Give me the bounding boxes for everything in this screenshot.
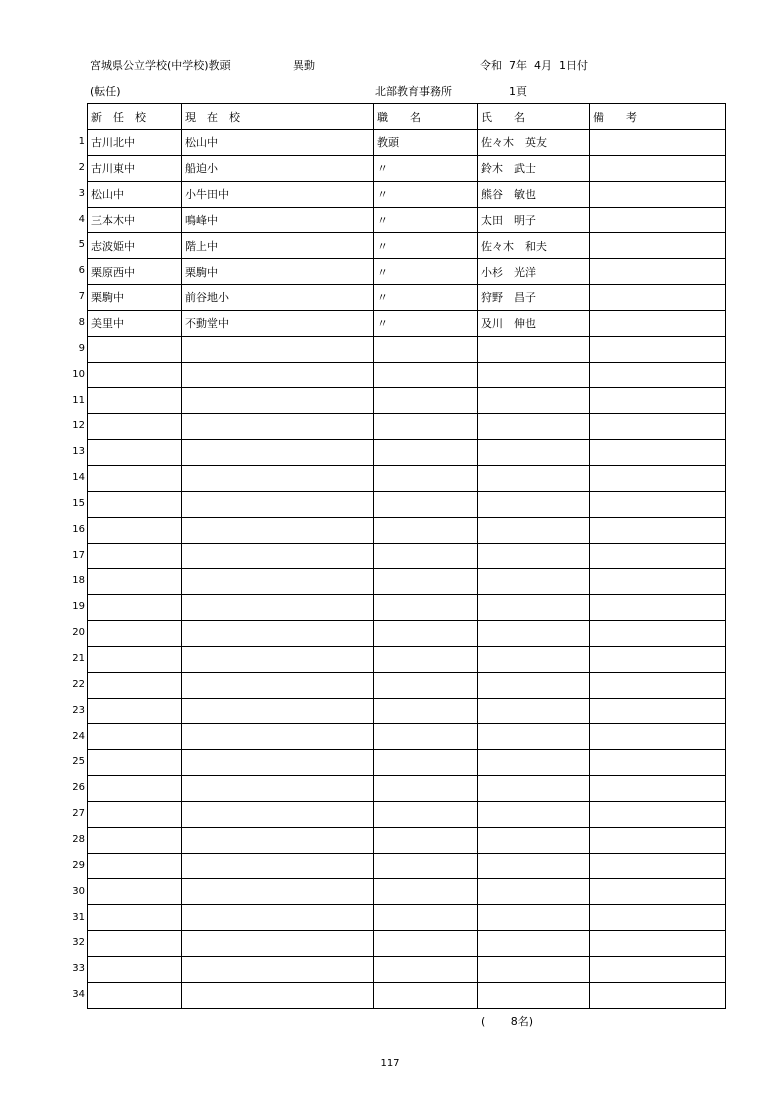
row-number: 1 (78, 136, 85, 147)
cell-position: 〃 (374, 155, 478, 181)
cell-new-school: 栗原西中 (88, 259, 182, 285)
table-row (88, 646, 726, 672)
education-office: 北部教育事務所 (375, 85, 452, 98)
cell-position (374, 750, 478, 776)
table-row (88, 517, 726, 543)
cell-position (374, 362, 478, 388)
table-row (88, 569, 726, 595)
cell-current-school (182, 517, 374, 543)
cell-remarks (590, 982, 726, 1008)
cell-current-school (182, 465, 374, 491)
cell-position (374, 853, 478, 879)
row-number: 11 (72, 394, 85, 406)
cell-position (374, 982, 478, 1008)
cell-new-school (88, 879, 182, 905)
table-row (88, 724, 726, 750)
cell-new-school (88, 621, 182, 647)
cell-position: 〃 (374, 207, 478, 233)
cell-position (374, 414, 478, 440)
row-number: 33 (72, 963, 85, 975)
cell-new-school: 美里中 (88, 310, 182, 336)
column-header-new-school: 新 任 校 (88, 104, 182, 130)
cell-remarks (590, 259, 726, 285)
table-row (88, 957, 726, 983)
table-row (88, 362, 726, 388)
cell-position (374, 517, 478, 543)
row-number: 32 (72, 937, 85, 949)
row-number: 25 (72, 756, 85, 768)
cell-position (374, 491, 478, 517)
cell-name (478, 724, 590, 750)
cell-new-school: 古川東中 (88, 155, 182, 181)
cell-remarks (590, 595, 726, 621)
cell-remarks (590, 879, 726, 905)
cell-remarks (590, 155, 726, 181)
cell-current-school: 階上中 (182, 233, 374, 259)
cell-remarks (590, 181, 726, 207)
cell-remarks (590, 957, 726, 983)
cell-position (374, 646, 478, 672)
cell-name (478, 931, 590, 957)
cell-new-school (88, 414, 182, 440)
cell-remarks (590, 569, 726, 595)
cell-name: 太田 明子 (478, 207, 590, 233)
cell-new-school (88, 440, 182, 466)
cell-name (478, 517, 590, 543)
cell-remarks (590, 362, 726, 388)
cell-position (374, 801, 478, 827)
cell-current-school (182, 362, 374, 388)
cell-new-school (88, 905, 182, 931)
column-header-remarks: 備 考 (590, 104, 726, 130)
cell-current-school: 松山中 (182, 130, 374, 156)
table-row (88, 414, 726, 440)
cell-name: 小杉 光洋 (478, 259, 590, 285)
cell-current-school (182, 388, 374, 414)
row-number: 24 (72, 730, 85, 742)
cell-remarks (590, 905, 726, 931)
table-row (88, 750, 726, 776)
row-number: 8 (78, 316, 85, 328)
column-header-name: 氏 名 (478, 104, 590, 130)
row-number: 5 (78, 239, 85, 251)
cell-name (478, 336, 590, 362)
cell-position (374, 827, 478, 853)
cell-remarks (590, 233, 726, 259)
cell-name (478, 491, 590, 517)
cell-current-school (182, 827, 374, 853)
cell-new-school (88, 931, 182, 957)
cell-new-school: 三本木中 (88, 207, 182, 233)
cell-position (374, 957, 478, 983)
row-number: 18 (72, 575, 85, 587)
table-row (88, 698, 726, 724)
table-row (88, 491, 726, 517)
cell-current-school: 不動堂中 (182, 310, 374, 336)
cell-current-school (182, 750, 374, 776)
effective-date: 令和 7年 4月 1日付 (480, 59, 588, 72)
row-number: 28 (72, 833, 85, 845)
personnel-table (87, 103, 726, 1009)
cell-current-school: 船迫小 (182, 155, 374, 181)
row-number: 20 (72, 627, 85, 639)
cell-name: 佐々木 英友 (478, 130, 590, 156)
cell-new-school (88, 595, 182, 621)
cell-new-school (88, 646, 182, 672)
document-type: 異動 (293, 59, 315, 72)
cell-name (478, 776, 590, 802)
table-row (88, 181, 726, 207)
table-row (88, 672, 726, 698)
cell-position (374, 776, 478, 802)
cell-current-school (182, 414, 374, 440)
cell-name (478, 827, 590, 853)
cell-current-school (182, 621, 374, 647)
cell-current-school (182, 595, 374, 621)
cell-name (478, 388, 590, 414)
cell-remarks (590, 750, 726, 776)
cell-new-school (88, 465, 182, 491)
cell-remarks (590, 827, 726, 853)
cell-position (374, 905, 478, 931)
cell-current-school: 栗駒中 (182, 259, 374, 285)
row-number: 10 (72, 368, 85, 380)
cell-name (478, 440, 590, 466)
page-number: 117 (380, 1058, 400, 1069)
cell-current-school (182, 724, 374, 750)
table-row (88, 905, 726, 931)
cell-new-school (88, 543, 182, 569)
cell-name (478, 621, 590, 647)
cell-remarks (590, 285, 726, 311)
table-row (88, 285, 726, 311)
cell-current-school (182, 776, 374, 802)
cell-new-school (88, 362, 182, 388)
cell-remarks (590, 698, 726, 724)
cell-remarks (590, 853, 726, 879)
cell-current-school (182, 879, 374, 905)
cell-remarks (590, 931, 726, 957)
row-number: 9 (78, 342, 85, 354)
cell-remarks (590, 130, 726, 156)
table-row (88, 543, 726, 569)
row-number: 4 (78, 213, 85, 225)
row-number: 14 (72, 472, 85, 484)
cell-position: 〃 (374, 181, 478, 207)
row-number: 30 (72, 885, 85, 897)
row-number: 23 (72, 704, 85, 716)
cell-new-school (88, 750, 182, 776)
cell-position (374, 931, 478, 957)
cell-position (374, 388, 478, 414)
table-row (88, 801, 726, 827)
cell-remarks (590, 207, 726, 233)
cell-position: 教頭 (374, 130, 478, 156)
page-label: 1頁 (509, 85, 527, 98)
row-number: 27 (72, 808, 85, 820)
table-header-row (88, 104, 726, 130)
column-header-position: 職 名 (374, 104, 478, 130)
cell-name: 及川 伸也 (478, 310, 590, 336)
table-row (88, 595, 726, 621)
cell-name (478, 853, 590, 879)
cell-position (374, 543, 478, 569)
cell-position (374, 569, 478, 595)
cell-name: 鈴木 武士 (478, 155, 590, 181)
cell-remarks (590, 517, 726, 543)
cell-current-school (182, 905, 374, 931)
cell-name (478, 569, 590, 595)
table-row (88, 233, 726, 259)
cell-current-school (182, 646, 374, 672)
table-row (88, 440, 726, 466)
cell-remarks (590, 336, 726, 362)
cell-current-school: 鳴峰中 (182, 207, 374, 233)
table-row (88, 336, 726, 362)
cell-current-school (182, 336, 374, 362)
row-number: 3 (78, 187, 85, 199)
row-number: 7 (78, 291, 85, 303)
cell-current-school (182, 931, 374, 957)
cell-current-school (182, 698, 374, 724)
cell-new-school (88, 517, 182, 543)
cell-position: 〃 (374, 233, 478, 259)
cell-new-school: 古川北中 (88, 130, 182, 156)
table-row (88, 130, 726, 156)
cell-current-school (182, 801, 374, 827)
cell-name (478, 801, 590, 827)
cell-position (374, 879, 478, 905)
row-number: 2 (78, 161, 85, 173)
cell-remarks (590, 414, 726, 440)
cell-remarks (590, 440, 726, 466)
cell-remarks (590, 672, 726, 698)
row-number: 19 (72, 601, 85, 613)
table-row (88, 207, 726, 233)
cell-current-school: 小牛田中 (182, 181, 374, 207)
row-number: 6 (78, 265, 85, 277)
cell-name: 熊谷 敏也 (478, 181, 590, 207)
cell-remarks (590, 543, 726, 569)
cell-new-school (88, 698, 182, 724)
table-row (88, 931, 726, 957)
cell-new-school (88, 801, 182, 827)
cell-position (374, 621, 478, 647)
row-number: 29 (72, 859, 85, 871)
cell-current-school: 前谷地小 (182, 285, 374, 311)
table-row (88, 155, 726, 181)
cell-new-school (88, 491, 182, 517)
cell-position (374, 724, 478, 750)
cell-new-school (88, 957, 182, 983)
cell-name (478, 698, 590, 724)
row-number: 26 (72, 782, 85, 794)
cell-new-school (88, 982, 182, 1008)
cell-remarks (590, 465, 726, 491)
cell-new-school (88, 672, 182, 698)
cell-current-school (182, 569, 374, 595)
row-number: 15 (72, 497, 85, 509)
table-row (88, 827, 726, 853)
cell-new-school (88, 827, 182, 853)
cell-position (374, 465, 478, 491)
cell-name (478, 595, 590, 621)
table-row (88, 879, 726, 905)
row-number: 31 (72, 911, 85, 923)
cell-position: 〃 (374, 285, 478, 311)
cell-remarks (590, 646, 726, 672)
table-row (88, 776, 726, 802)
cell-new-school (88, 724, 182, 750)
cell-remarks (590, 621, 726, 647)
cell-remarks (590, 801, 726, 827)
cell-name (478, 543, 590, 569)
row-number: 22 (72, 678, 85, 690)
table-body (88, 130, 726, 1009)
row-number: 17 (72, 549, 85, 561)
cell-remarks (590, 724, 726, 750)
row-number: 21 (72, 653, 85, 664)
table-row (88, 259, 726, 285)
cell-name (478, 465, 590, 491)
cell-name (478, 672, 590, 698)
cell-new-school (88, 776, 182, 802)
table-row (88, 982, 726, 1008)
cell-remarks (590, 776, 726, 802)
cell-name (478, 905, 590, 931)
cell-name (478, 750, 590, 776)
cell-position (374, 672, 478, 698)
cell-new-school (88, 388, 182, 414)
table-row (88, 621, 726, 647)
cell-position: 〃 (374, 310, 478, 336)
table-row (88, 465, 726, 491)
cell-position: 〃 (374, 259, 478, 285)
cell-name (478, 879, 590, 905)
cell-new-school: 志波姫中 (88, 233, 182, 259)
row-number: 34 (72, 989, 85, 1001)
cell-name (478, 362, 590, 388)
cell-position (374, 698, 478, 724)
cell-name (478, 957, 590, 983)
cell-remarks (590, 310, 726, 336)
cell-current-school (182, 543, 374, 569)
cell-remarks (590, 491, 726, 517)
cell-name: 狩野 昌子 (478, 285, 590, 311)
row-number: 13 (72, 446, 85, 458)
cell-name (478, 414, 590, 440)
cell-position (374, 595, 478, 621)
cell-current-school (182, 957, 374, 983)
cell-new-school: 松山中 (88, 181, 182, 207)
cell-name (478, 646, 590, 672)
cell-position (374, 440, 478, 466)
cell-current-school (182, 491, 374, 517)
cell-current-school (182, 672, 374, 698)
table-row (88, 388, 726, 414)
table-row (88, 310, 726, 336)
column-header-current-school: 現 在 校 (182, 104, 374, 130)
transfer-category: (転任) (90, 85, 121, 98)
document-title: 宮城県公立学校(中学校)教頭 (90, 59, 231, 72)
cell-remarks (590, 388, 726, 414)
row-number: 16 (72, 523, 85, 535)
cell-current-school (182, 853, 374, 879)
cell-name: 佐々木 和夫 (478, 233, 590, 259)
table-row (88, 853, 726, 879)
cell-current-school (182, 440, 374, 466)
cell-name (478, 982, 590, 1008)
cell-position (374, 336, 478, 362)
cell-current-school (182, 982, 374, 1008)
row-number: 12 (72, 420, 85, 432)
cell-new-school (88, 853, 182, 879)
total-count: ( 8名) (481, 1015, 534, 1028)
cell-new-school: 栗駒中 (88, 285, 182, 311)
cell-new-school (88, 569, 182, 595)
cell-new-school (88, 336, 182, 362)
